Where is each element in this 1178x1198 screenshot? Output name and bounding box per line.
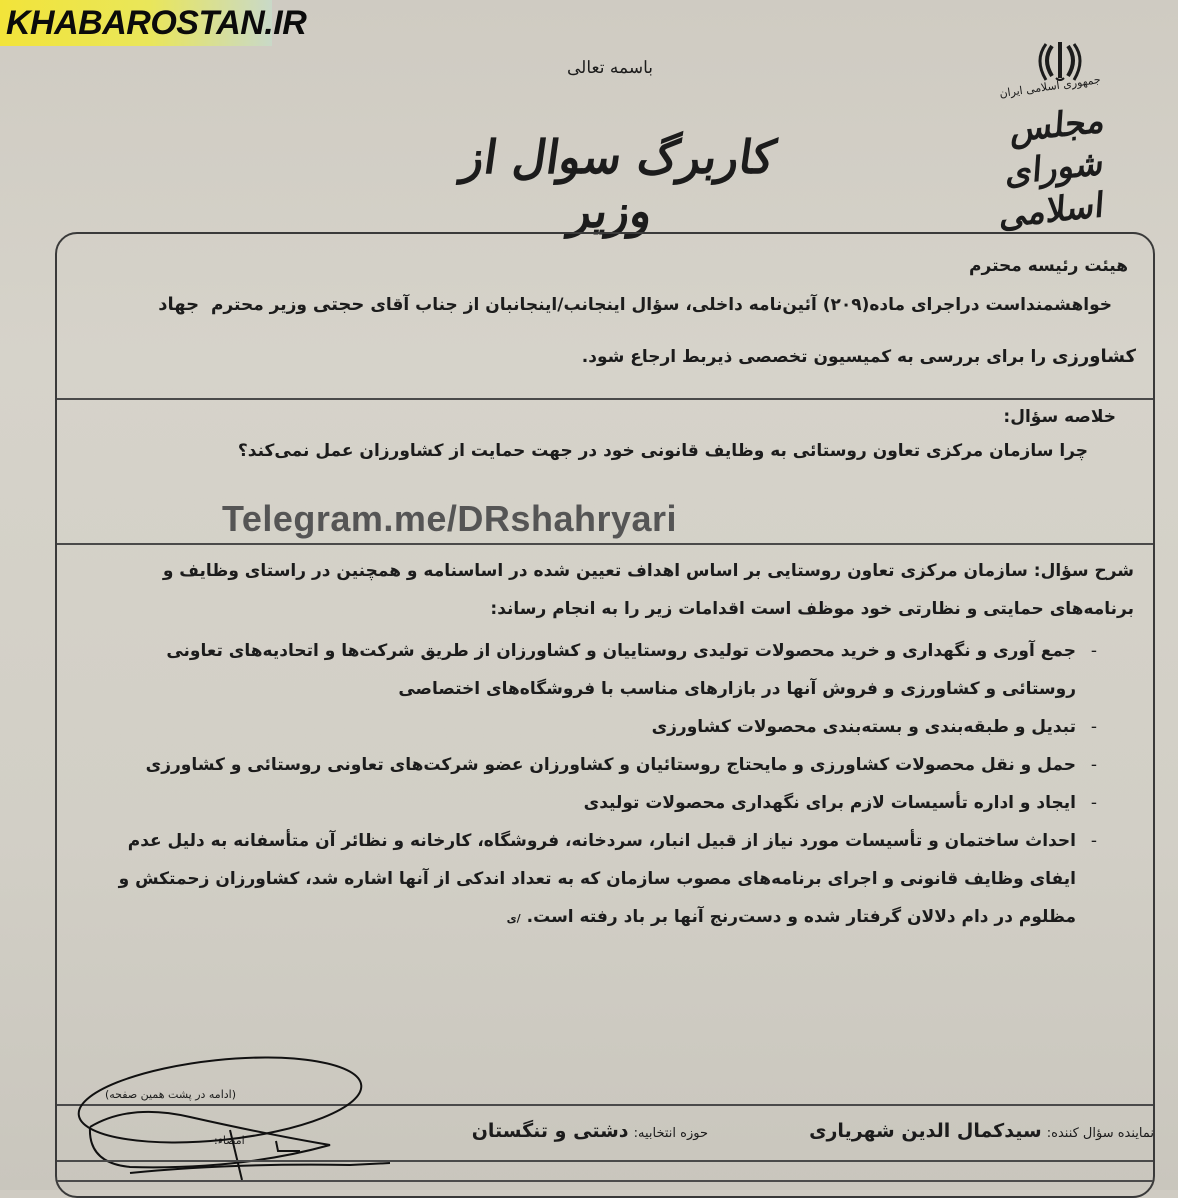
ministry-name-part2: کشاورزی [1052, 346, 1136, 367]
request-text-2: را برای بررسی به کمیسیون تخصصی ذیربط ارجاع شود. [581, 347, 1047, 367]
representative-label: نماینده سؤال کننده: [1046, 1126, 1154, 1141]
list-item [92, 784, 1112, 822]
list-item-text-content: احداث ساختمان و تأسیسات مورد نیاز از قبیل انبار، سردخانه، فروشگاه، کارخانه و نظائر آن متأسفانه به دلیل عدم ایفای وظایف قانونی و اجرای برنامه‌های مصوب سازمان که به تعداد اندکی از آنها اشاره شد، کشاورزان زحمتکش و مظلوم در دام دلالان گرفتار شده و دست‌رنج آنها بر باد رفته است. [118, 831, 1076, 927]
list-item [92, 746, 1112, 784]
bullet-dash: - [1090, 755, 1098, 775]
list-item-text: حمل و نقل محصولات کشاورزی و مایحتاج روستائیان و کشاورزان عضو شرکت‌های تعاونی روستائی و کشاورزی [145, 755, 1076, 775]
constituency-field [472, 1120, 708, 1142]
list-item [92, 708, 1112, 746]
constituency-label: حوزه انتخابیه: [633, 1126, 708, 1141]
site-watermark: KHABAROSTAN.IR [0, 0, 272, 46]
emblem-subtitle: جمهوری اسلامی ایران [998, 72, 1102, 101]
duties-list [92, 632, 1112, 938]
constituency-name: دشتی و تنگستان [471, 1120, 629, 1142]
section-divider [57, 1180, 1153, 1182]
list-item [92, 632, 1112, 708]
representative-name: سیدکمال الدین شهریاری [809, 1120, 1042, 1142]
section-divider [57, 543, 1153, 545]
bullet-dash: - [1090, 641, 1098, 661]
continued-note: (ادامه در پشت همین صفحه) [104, 1088, 236, 1101]
request-text-tail: وزیر محترم [210, 295, 307, 315]
section-divider [57, 1160, 1153, 1162]
summary-label: خلاصه سؤال: [1003, 407, 1116, 427]
list-item-text: ایجاد و اداره تأسیسات لازم برای نگهداری محصولات تولیدی [583, 793, 1076, 813]
list-item [92, 822, 1112, 938]
description-intro [94, 552, 1134, 628]
bullet-dash: - [1090, 793, 1098, 813]
request-line-1 [72, 286, 1112, 324]
ministry-name-part1: جهاد [158, 294, 200, 315]
form-title: کاربرگ سوال از وزیر [458, 130, 780, 238]
request-text: خواهشمنداست دراجرای ماده(۲۰۹) آئین‌نامه داخلی، سؤال اینجانب/اینجانبان از جناب آقای [370, 295, 1112, 315]
section-divider [57, 398, 1153, 400]
list-item-text: تبدیل و طبقه‌بندی و بسته‌بندی محصولات کشاورزی [651, 717, 1076, 737]
bullet-dash: - [1090, 717, 1098, 737]
institution-name: مجلس شورای اسلامی [998, 100, 1107, 237]
telegram-watermark: Telegram.me/DRshahryari [222, 498, 678, 539]
description-intro-text: سازمان مرکزی تعاون روستایی بر اساس اهداف تعیین شده در اساسنامه و همچنین در راستای وظایف و برنامه‌های حمایتی و نظارتی خود موظف است اقدامات زیر را به انجام رساند: [162, 561, 1134, 619]
description-label: شرح سؤال: [1033, 561, 1134, 581]
signature-label: امضاء: [214, 1134, 245, 1147]
list-item-text: جمع آوری و نگهداری و خرید محصولات تولیدی روستاییان و کشاورزان از طریق شرکت‌ها و اتحادیه‌های تعاونی روستائی و کشاورزی و فروش آنها در بازارهای مناسب با فروشگاه‌های اختصاصی [166, 641, 1076, 699]
bullet-dash: - [1090, 831, 1098, 851]
end-mark: /ی [506, 912, 521, 925]
request-line-2 [76, 338, 1136, 376]
minister-name: حجتی [312, 294, 365, 315]
invocation-text: باسمه تعالی [567, 58, 653, 78]
summary-question: چرا سازمان مرکزی تعاون روستائی به وظایف قانونی خود در جهت حمایت از کشاورزان عمل نمی‌کند؟ [237, 441, 1088, 461]
representative-field [809, 1120, 1154, 1142]
salutation: هیئت رئیسه محترم [969, 256, 1128, 276]
list-item-text [92, 822, 1076, 938]
